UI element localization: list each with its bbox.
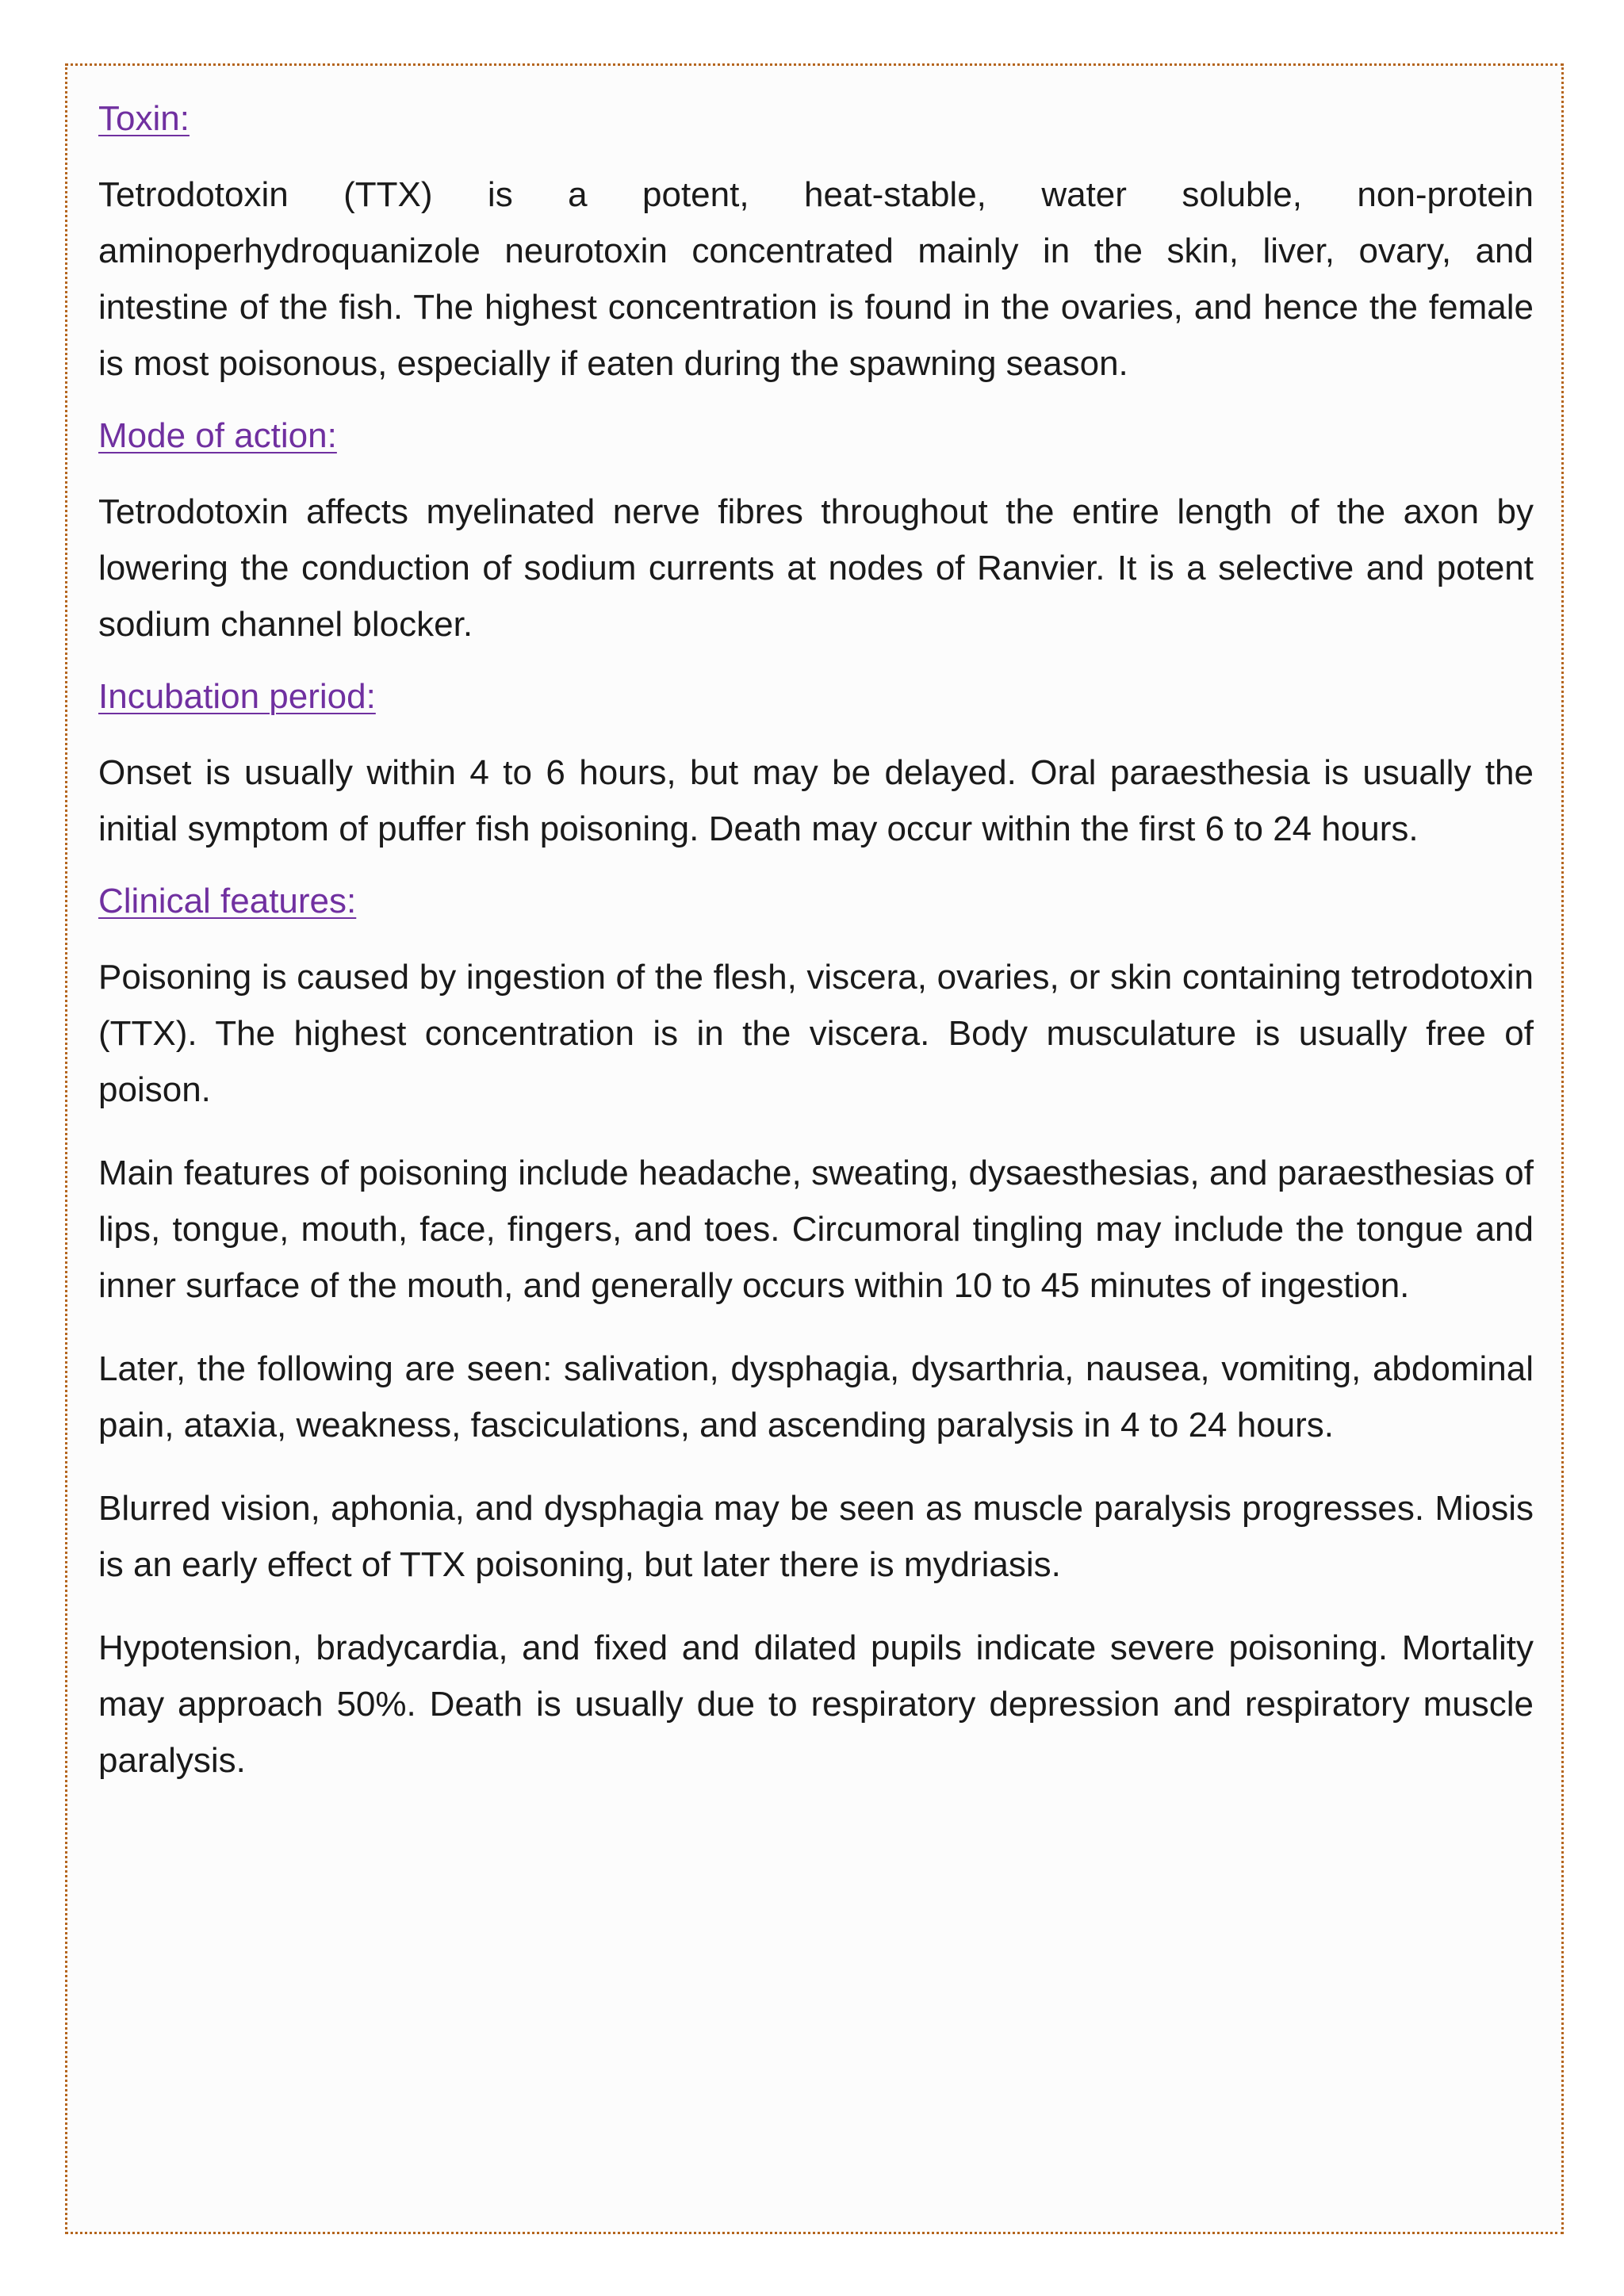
heading-toxin: Toxin: [98, 99, 190, 138]
paragraph-clinical-5: Hypotension, bradycardia, and fixed and dilated pupils indicate severe poisoning. Mortality may approach 50%. Death is usually due to respiratory depression and respiratory muscle paralysis. [98, 1628, 1534, 1780]
paragraph-toxin: Tetrodotoxin (TTX) is a potent, heat-stable, water soluble, non-protein aminoperhydroquanizole neurotoxin concentrated mainly in the skin, liver, ovary, and intestine of the fish. The highest concentration is found in the ovaries, and hence the female is most poisonous, especially if eaten during the spawning season. [98, 175, 1534, 383]
paragraph-clinical-4: Blurred vision, aphonia, and dysphagia may be seen as muscle paralysis progresses. Miosis is an early effect of TTX poisoning, but later there is mydriasis. [98, 1489, 1534, 1584]
heading-mode-of-action: Mode of action: [98, 416, 337, 455]
heading-incubation-period: Incubation period: [98, 677, 376, 716]
paragraph-incubation-period: Onset is usually within 4 to 6 hours, but may be delayed. Oral paraesthesia is usually the initial symptom of puffer fish poisoning. Death may occur within the first 6 to 24 hours. [98, 753, 1534, 848]
heading-clinical-features: Clinical features: [98, 882, 357, 920]
paragraph-clinical-1: Poisoning is caused by ingestion of the flesh, viscera, ovaries, or skin containing tetrodotoxin (TTX). The highest concentration is in the viscera. Body musculature is usually free of poison. [98, 958, 1534, 1109]
paragraph-clinical-2: Main features of poisoning include headache, sweating, dysaesthesias, and paraesthesias of lips, tongue, mouth, face, fingers, and toes. Circumoral tingling may include the tongue and inner surface of the mouth, and generally occurs within 10 to 45 minutes of ingestion. [98, 1154, 1534, 1305]
document-body [98, 95, 1534, 1816]
paragraph-clinical-3: Later, the following are seen: salivation, dysphagia, dysarthria, nausea, vomiting, abdominal pain, ataxia, weakness, fasciculations, and ascending paralysis in 4 to 24 hours. [98, 1349, 1534, 1445]
paragraph-mode-of-action: Tetrodotoxin affects myelinated nerve fibres throughout the entire length of the axon by lowering the conduction of sodium currents at nodes of Ranvier. It is a selective and potent sodium channel blocker. [98, 492, 1534, 644]
